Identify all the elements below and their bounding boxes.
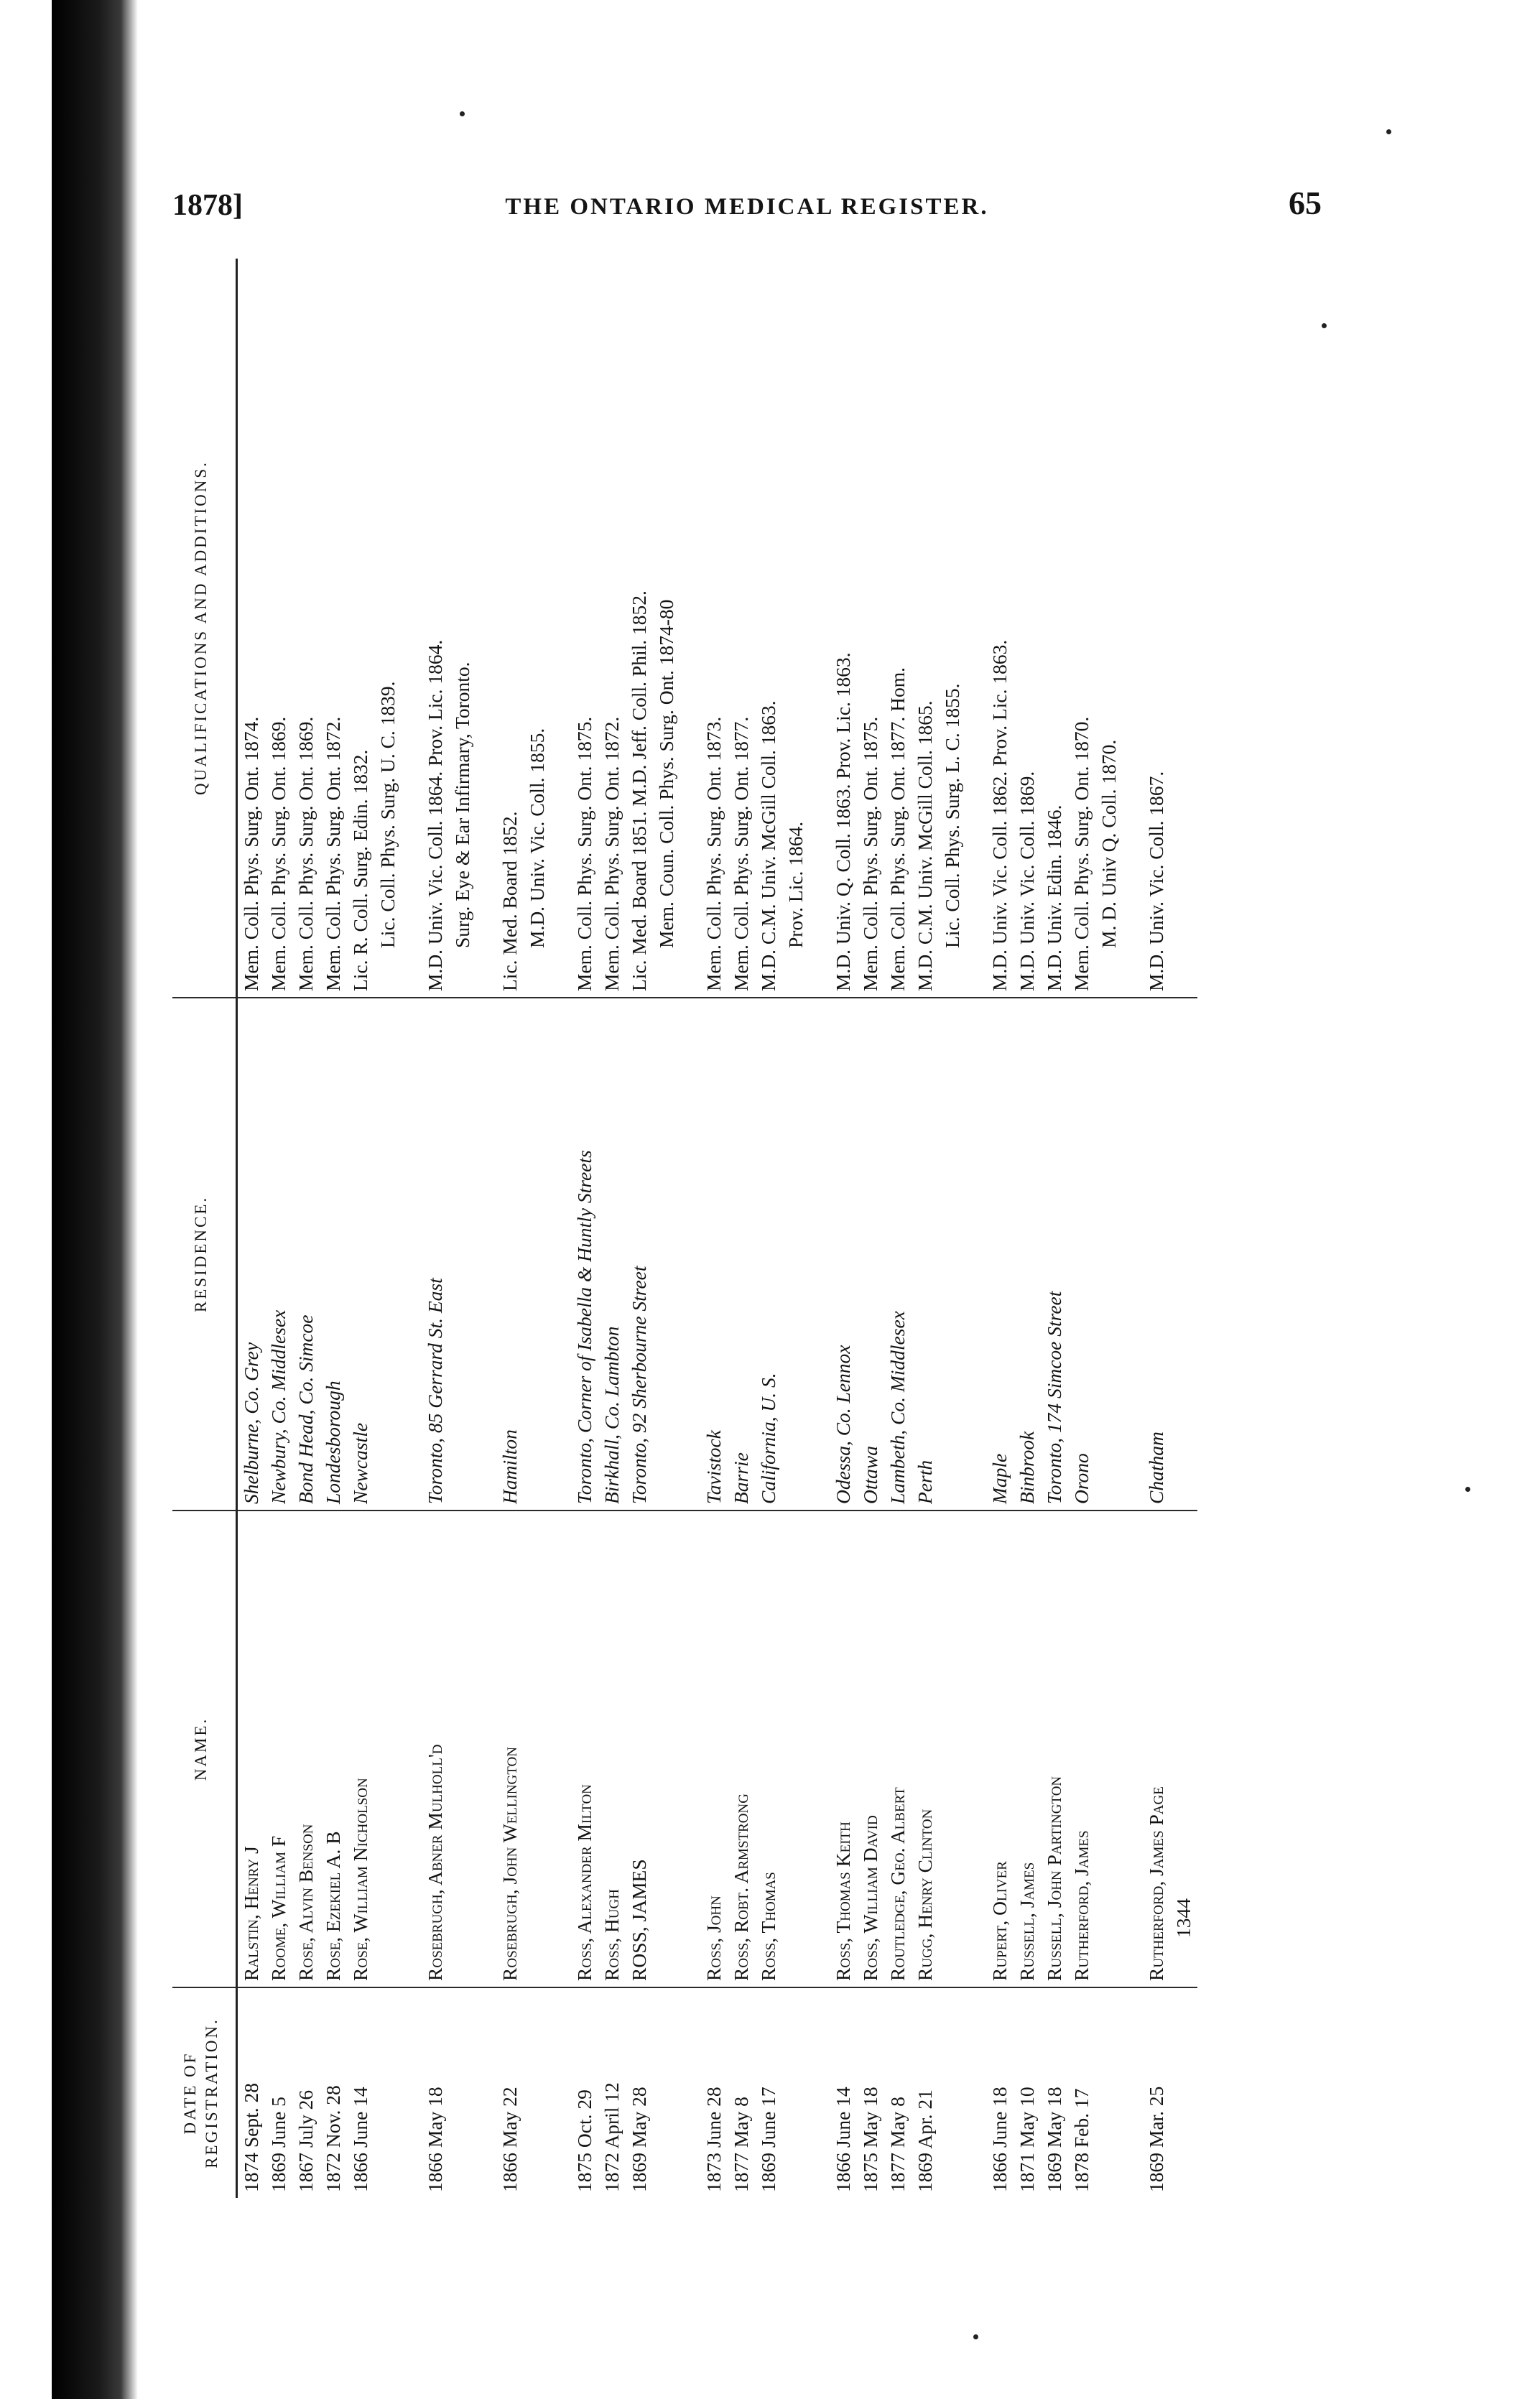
register-row (402, 259, 476, 2198)
residence: Binbrook (1013, 998, 1041, 1511)
qualifications (551, 259, 598, 998)
binding-edge (52, 0, 138, 2399)
practitioner-name (1068, 1511, 1123, 1987)
scan-speck (1465, 1487, 1470, 1492)
name-text: Rosebrugh, John Wellington (498, 1747, 521, 1981)
qualification-line: Mem. Coll. Phys. Surg. Ont. 1875. (859, 716, 881, 991)
name-text: Rutherford, James Page (1145, 1786, 1167, 1981)
registration-date: 1869 June 17 (757, 2087, 779, 2192)
residence: Maple (966, 998, 1013, 1511)
register-table (172, 259, 1336, 2198)
residence: Tavistock (680, 998, 728, 1511)
practitioner-name (755, 1511, 810, 1987)
register-row (912, 259, 966, 2198)
registration-date: 1866 May 18 (424, 2087, 446, 2192)
qualification-line: Mem. Coun. Coll. Phys. Surg. Ont. 1874-80 (655, 599, 677, 948)
residence: Londesborough (320, 998, 347, 1511)
registration-date: 1869 June 5 (267, 2097, 289, 2192)
qualification-line: Lic. Med. Board 1851. M.D. Jeff. Coll. Phil. 1852. (628, 590, 650, 991)
practitioner-name (912, 1511, 966, 1987)
residence: Birkhall, Co. Lambton (598, 998, 626, 1511)
residence: Odessa, Co. Lennox (810, 998, 857, 1511)
qualifications (966, 259, 1013, 998)
practitioner-name (626, 1511, 680, 1987)
qualification-line: M.D. Univ. Q. Coll. 1863. Prov. Lic. 1863. (832, 652, 854, 991)
qualification-line: M.D. Univ. Vic. Coll. 1867. (1145, 771, 1167, 991)
name-text: ROSS, JAMES (628, 1859, 650, 1981)
register-row (476, 259, 551, 2198)
register-row (292, 259, 320, 2198)
register-row (265, 259, 292, 2198)
practitioner-name (728, 1511, 755, 1987)
residence: Perth (912, 998, 966, 1511)
residence: Barrie (728, 998, 755, 1511)
residence: Toronto, 174 Simcoe Street (1041, 998, 1068, 1511)
register-row (1068, 259, 1123, 2198)
name-text: Roome, William F (267, 1835, 289, 1981)
journal-title: THE ONTARIO MEDICAL REGISTER. (505, 194, 989, 220)
registration-date: 1875 Oct. 29 (573, 2089, 595, 2192)
qualifications (755, 259, 810, 998)
register-row (626, 259, 680, 2198)
qualifications (857, 259, 884, 998)
residence: Lambeth, Co. Middlesex (884, 998, 912, 1511)
registration-date: 1866 June 14 (349, 2087, 371, 2192)
practitioner-name (476, 1511, 551, 1987)
registration-date: 1866 May 22 (498, 2087, 521, 2192)
name-text: Ralstin, Henry J (240, 1846, 262, 1981)
qualification-line: Prov. Lic. 1864. (784, 821, 807, 948)
name-text: Rutherford, James (1070, 1830, 1093, 1981)
residence: Toronto, 85 Gerrard St. East (402, 998, 476, 1511)
residence: Orono (1068, 998, 1123, 1511)
residence: Shelburne, Co. Grey (237, 998, 266, 1511)
residence: Bond Head, Co. Simcoe (292, 998, 320, 1511)
name-text: Rose, Alvin Benson (294, 1824, 317, 1981)
qualifications (265, 259, 292, 998)
name-text: Routledge, Geo. Albert (886, 1787, 909, 1981)
qualification-line: Lic. Coll. Phys. Surg. U. C. 1839. (376, 681, 399, 948)
qualification-line: M.D. Univ. Vic. Coll. 1864. Prov. Lic. 1864. (424, 639, 446, 991)
residence: Toronto, Corner of Isabella & Huntly Streets (551, 998, 598, 1511)
practitioner-name (1013, 1511, 1041, 1987)
qualification-line: Lic. Coll. Phys. Surg. L. C. 1855. (941, 683, 963, 948)
residence: Newbury, Co. Middlesex (265, 998, 292, 1511)
qualifications (680, 259, 728, 998)
qualifications (1013, 259, 1041, 998)
residence: Toronto, 92 Sherbourne Street (626, 998, 680, 1511)
column-header-name: NAME. (172, 1511, 237, 1987)
qualification-line: Mem. Coll. Phys. Surg. Ont. 1873. (702, 716, 725, 991)
name-text: Ross, John (702, 1895, 725, 1981)
registration-date: 1878 Feb. 17 (1070, 2088, 1093, 2192)
running-head: 1878] (172, 189, 243, 222)
registration-date: 1866 June 14 (832, 2087, 854, 2192)
qualifications (1041, 259, 1068, 998)
qualification-line: Mem. Coll. Phys. Surg. Ont. 1869. (267, 716, 289, 991)
name-text: Rugg, Henry Clinton (914, 1809, 936, 1981)
registration-date: 1872 Nov. 28 (322, 2085, 344, 2192)
qualifications (347, 259, 402, 998)
registration-date: 1874 Sept. 28 (240, 2082, 262, 2192)
name-text: Rose, Ezekiel A. B (322, 1831, 344, 1981)
practitioner-name (265, 1511, 292, 1987)
residence: Hamilton (476, 998, 551, 1511)
residence: California, U. S. (755, 998, 810, 1511)
qualifications (626, 259, 680, 998)
qualifications (476, 259, 551, 998)
qualifications (884, 259, 912, 998)
practitioner-name (347, 1511, 402, 1987)
name-text: Russell, John Partington (1043, 1776, 1065, 1981)
practitioner-name (598, 1511, 626, 1987)
qualification-line: M.D. Univ. Vic. Coll. 1855. (526, 728, 548, 948)
register-row (728, 259, 755, 2198)
qualifications (320, 259, 347, 998)
qualification-line: Surg. Eye & Ear Infirmary, Toronto. (451, 662, 473, 948)
qualifications (402, 259, 476, 998)
qualifications (237, 259, 266, 998)
qualification-line: Lic. Med. Board 1852. (498, 811, 521, 991)
qualification-line: M.D. C.M. Univ. McGill Coll. 1865. (914, 700, 936, 991)
qualifications (912, 259, 966, 998)
name-text: Ross, Robt. Armstrong (730, 1794, 752, 1981)
practitioner-name (292, 1511, 320, 1987)
name-text: Ross, Thomas (757, 1872, 779, 1981)
registration-date: 1875 May 18 (859, 2087, 881, 2192)
registration-date: 1869 May 28 (628, 2087, 650, 2192)
name-text: Ross, William David (859, 1815, 881, 1981)
registration-date: 1877 May 8 (886, 2097, 909, 2192)
page-number: 65 (1289, 185, 1322, 221)
practitioner-name (320, 1511, 347, 1987)
register-row (857, 259, 884, 2198)
registration-date: 1869 Mar. 25 (1145, 2086, 1167, 2192)
qualification-line: Lic. R. Coll. Surg. Edin. 1832. (349, 749, 371, 991)
practitioner-name (884, 1511, 912, 1987)
practitioner-name (966, 1511, 1013, 1987)
qualification-line: M.D. Univ. Vic. Coll. 1862. Prov. Lic. 1863. (988, 639, 1011, 991)
column-header-qualifications: QUALIFICATIONS AND ADDITIONS. (172, 259, 237, 998)
qualifications (728, 259, 755, 998)
register-row (320, 259, 347, 2198)
residence: Newcastle (347, 998, 402, 1511)
register-row (598, 259, 626, 2198)
registration-date: 1869 Apr. 21 (914, 2089, 936, 2192)
qualification-line: M.D. Univ. Vic. Coll. 1869. (1016, 771, 1038, 991)
practitioner-name (680, 1511, 728, 1987)
registration-date: 1871 May 10 (1016, 2087, 1038, 2192)
qualifications (810, 259, 857, 998)
practitioner-name (857, 1511, 884, 1987)
qualification-line: Mem. Coll. Phys. Surg. Ont. 1870. (1070, 716, 1093, 991)
qualifications (292, 259, 320, 998)
register-row (1123, 259, 1197, 2198)
scan-speck (973, 2334, 978, 2339)
qualifications (598, 259, 626, 998)
qualification-line: Mem. Coll. Phys. Surg. Ont. 1875. (573, 716, 595, 991)
register-row (680, 259, 728, 2198)
scan-speck (460, 111, 465, 116)
register-row (1041, 259, 1068, 2198)
qualification-line: Mem. Coll. Phys. Surg. Ont. 1877. Hom. (886, 667, 909, 991)
qualification-line: Mem. Coll. Phys. Surg. Ont. 1872. (322, 716, 344, 991)
register-row (810, 259, 857, 2198)
name-note: 1344 (1172, 1898, 1195, 1938)
qualification-line: Mem. Coll. Phys. Surg. Ont. 1874. (240, 716, 262, 991)
practitioner-name (810, 1511, 857, 1987)
name-text: Ross, Hugh (600, 1889, 623, 1981)
scan-speck (1386, 129, 1391, 134)
residence: Chatham (1123, 998, 1197, 1511)
registration-date: 1866 June 18 (988, 2087, 1011, 2192)
register-row (966, 259, 1013, 2198)
registration-date: 1872 April 12 (600, 2082, 623, 2192)
registration-date: 1867 July 26 (294, 2089, 317, 2192)
registration-date: 1873 June 28 (702, 2087, 725, 2192)
qualification-line: M.D. C.M. Univ. McGill Coll. 1863. (757, 700, 779, 991)
qualification-line: M.D. Univ. Edin. 1846. (1043, 804, 1065, 991)
qualifications (1068, 259, 1123, 998)
register-row (884, 259, 912, 2198)
register-row (1013, 259, 1041, 2198)
name-text: Rose, William Nicholson (349, 1778, 371, 1981)
practitioner-name (237, 1511, 266, 1987)
register-row (237, 259, 266, 2198)
name-text: Ross, Alexander Milton (573, 1784, 595, 1981)
column-header-residence: RESIDENCE. (172, 998, 237, 1511)
qualification-line: Mem. Coll. Phys. Surg. Ont. 1872. (600, 716, 623, 991)
practitioner-name (402, 1511, 476, 1987)
name-text: Rupert, Oliver (988, 1861, 1011, 1981)
residence: Ottawa (857, 998, 884, 1511)
registration-date: 1869 May 18 (1043, 2087, 1065, 2192)
register-row (755, 259, 810, 2198)
name-text: Ross, Thomas Keith (832, 1822, 854, 1981)
practitioner-name (1041, 1511, 1068, 1987)
practitioner-name (551, 1511, 598, 1987)
register-row (347, 259, 402, 2198)
registration-date: 1877 May 8 (730, 2097, 752, 2192)
register-row (551, 259, 598, 2198)
qualification-line: Mem. Coll. Phys. Surg. Ont. 1869. (294, 716, 317, 991)
qualification-line: M. D. Univ Q. Coll. 1870. (1098, 739, 1120, 948)
name-text: Rosebrugh, Abner Mulholl'd (424, 1744, 446, 1981)
qualifications (1123, 259, 1197, 998)
name-text: Russell, James (1016, 1862, 1038, 1981)
qualification-line: Mem. Coll. Phys. Surg. Ont. 1877. (730, 716, 752, 991)
column-header-date: DATE OF REGISTRATION. (172, 1987, 237, 2198)
page-header (172, 184, 1322, 227)
practitioner-name (1123, 1511, 1197, 1987)
